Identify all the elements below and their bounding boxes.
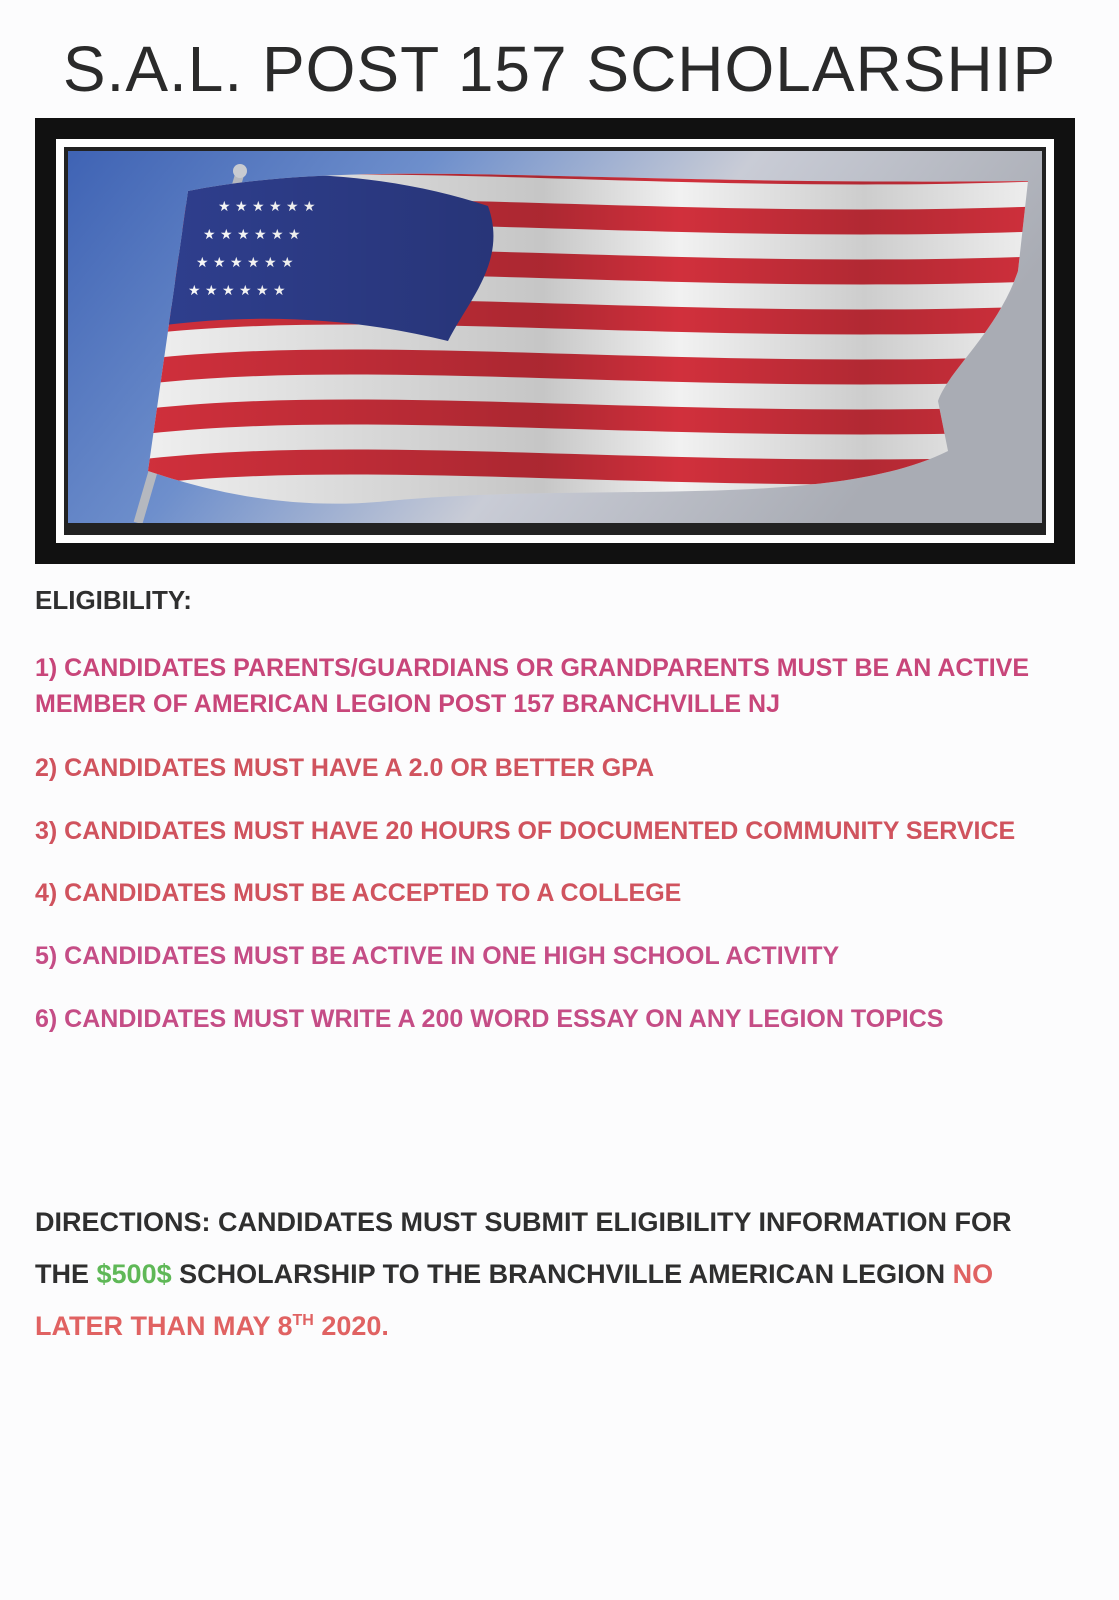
deadline-text: NO LATER THAN MAY 8 [35,1259,994,1341]
eligibility-item-3: 3) CANDIDATES MUST HAVE 20 HOURS OF DOCUMENTED COMMUNITY SERVICE [35,817,1016,845]
deadline-ordinal: TH [292,1312,314,1329]
scholarship-amount: $500$ [96,1259,172,1289]
eligibility-item-1: 1) CANDIDATES PARENTS/GUARDIANS OR GRANDPARENTS MUST BE AN ACTIVE MEMBER OF AMERICAN LEGION POST 157 BRANCHVILLE NJ [35,654,1030,718]
directions-text [35,1196,1055,1352]
deadline-year: 2020. [313,1311,389,1341]
eligibility-item-4: 4) CANDIDATES MUST BE ACCEPTED TO A COLLEGE [35,879,682,907]
frame-border [56,139,1054,543]
flag-photo [64,147,1046,535]
eligibility-item-5: 5) CANDIDATES MUST BE ACTIVE IN ONE HIGH SCHOOL ACTIVITY [35,942,840,970]
flag-photo-frame [35,118,1075,564]
directions-intro: DIRECTIONS: CANDIDATES MUST SUBMIT ELIGIBILITY INFORMATION FOR THE [35,1207,1012,1289]
page-title: S.A.L. POST 157 SCHOLARSHIP [62,33,1057,105]
directions-recipient: SCHOLARSHIP TO THE BRANCHVILLE AMERICAN LEGION [171,1259,953,1289]
eligibility-item-2: 2) CANDIDATES MUST HAVE A 2.0 OR BETTER GPA [35,754,655,782]
eligibility-item-6: 6) CANDIDATES MUST WRITE A 200 WORD ESSAY ON ANY LEGION TOPICS [35,1005,944,1033]
eligibility-heading: ELIGIBILITY: [35,585,192,615]
american-flag-icon [68,151,1042,523]
